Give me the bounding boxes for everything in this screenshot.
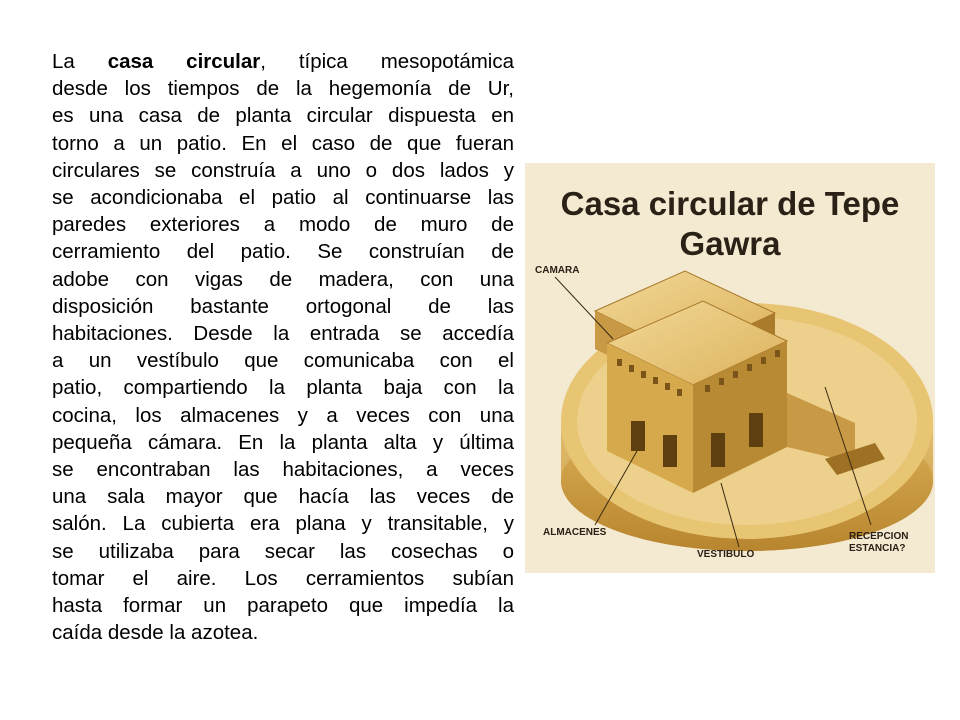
paragraph-line-18: salón. La cubierta era plana y transitable, y — [52, 512, 514, 536]
house-diagram — [525, 163, 935, 573]
figure-title-line-1: Casa circular de Tepe — [560, 185, 900, 222]
paragraph-line-8: cerramiento del patio. Se construían de — [52, 240, 514, 264]
figure-title-line-2: Gawra — [679, 225, 781, 262]
paragraph-line-10: disposición bastante ortogonal de las — [52, 294, 514, 318]
paragraph-line-16: se encontraban las habitaciones, a veces — [52, 458, 514, 482]
bold-term: casa circular — [107, 50, 261, 73]
label-camara: CAMARA — [535, 265, 580, 276]
paragraph-line-19: se utilizaba para secar las cosechas o — [52, 539, 514, 563]
paragraph-line-20: tomar el aire. Los cerramientos subían — [52, 566, 514, 590]
label-almacenes: ALMACENES — [543, 527, 607, 538]
paragraph-line-2: desde los tiempos de la hegemonía de Ur, — [52, 77, 514, 101]
paragraph-line-11: habitaciones. Desde la entrada se accedía — [52, 322, 514, 346]
label-vestibulo: VESTIBULO — [697, 549, 755, 560]
label-estancia: ESTANCIA? — [849, 543, 906, 554]
paragraph-line-9: adobe con vigas de madera, con una — [52, 267, 514, 291]
tepe-gawra-illustration — [525, 163, 935, 573]
paragraph-line-15: pequeña cámara. En la planta alta y última — [52, 430, 514, 454]
paragraph-line-4: torno a un patio. En el caso de que fueran — [52, 131, 514, 155]
label-recepcion: RECEPCION — [849, 531, 909, 542]
paragraph-line-7: paredes exteriores a modo de muro de — [52, 213, 514, 237]
paragraph-line-12: a un vestíbulo que comunicaba con el — [52, 349, 514, 373]
paragraph-line-14: cocina, los almacenes y a veces con una — [52, 403, 514, 427]
paragraph-line-21: hasta formar un parapeto que impedía la — [52, 594, 514, 618]
description-paragraph — [52, 48, 514, 646]
paragraph-line-3: es una casa de planta circular dispuesta en — [52, 104, 514, 128]
paragraph-line-1: La casa circular, típica mesopotámica — [52, 50, 515, 73]
paragraph-line-13: patio, compartiendo la planta baja con la — [52, 376, 514, 400]
paragraph-line-5: circulares se construía a uno o dos lados y — [52, 158, 514, 182]
paragraph-line-22: caída desde la azotea. — [52, 621, 259, 645]
paragraph-line-6: se acondicionaba el patio al continuarse las — [52, 186, 514, 210]
paragraph-line-17: una sala mayor que hacía las veces de — [52, 485, 514, 509]
